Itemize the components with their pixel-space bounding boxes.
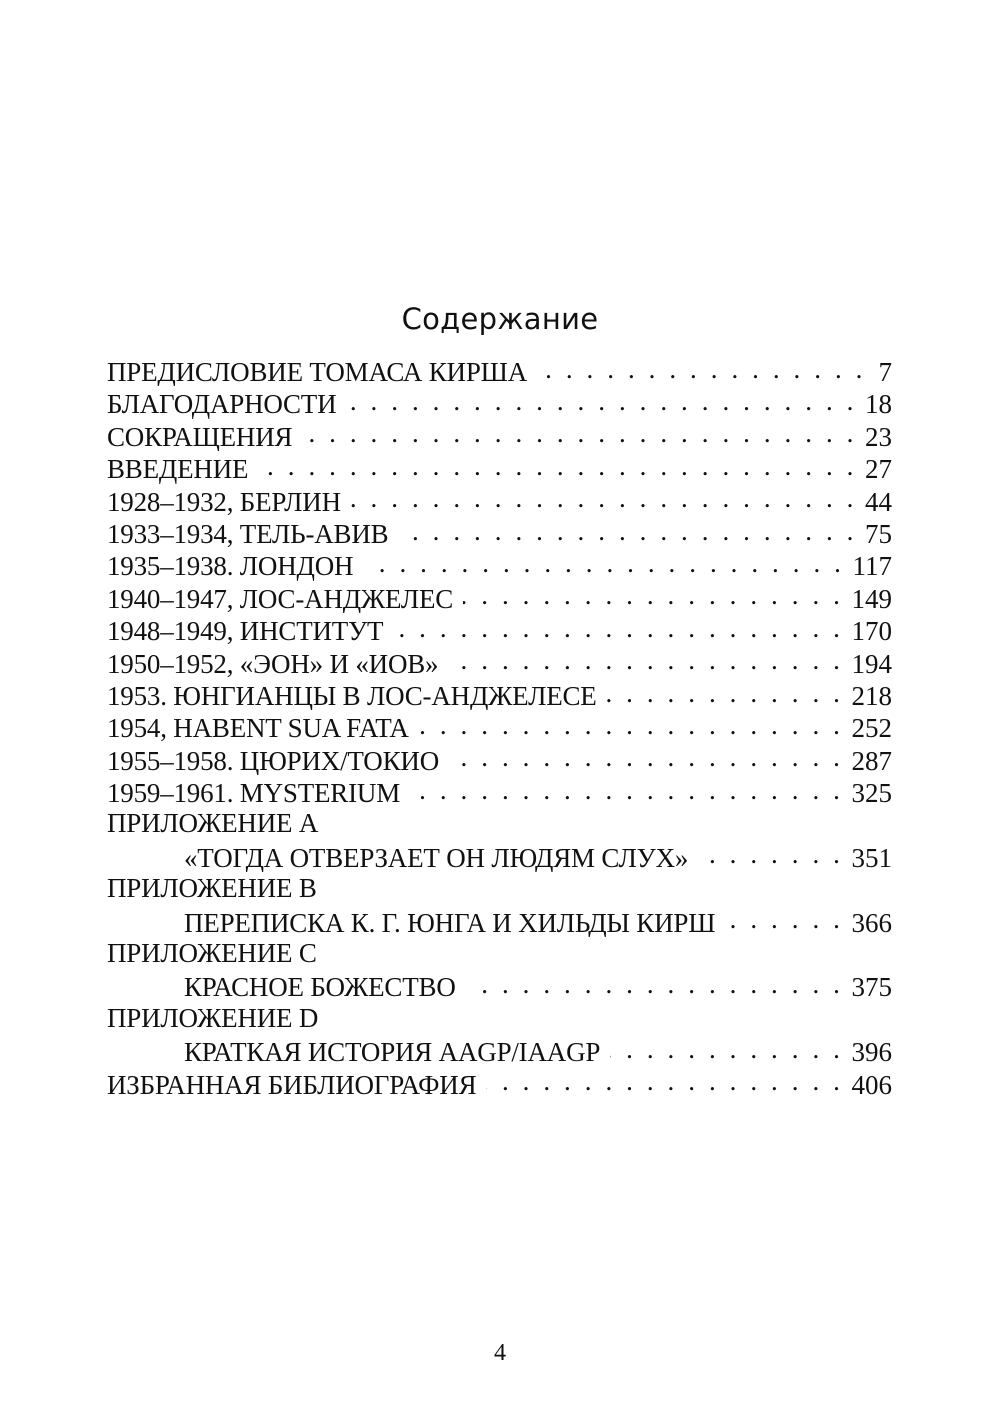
toc-entry-london[interactable]: [107, 548, 892, 580]
toc-entry-page: 406: [851, 1069, 892, 1099]
toc-entry-appendix-a[interactable]: [107, 840, 892, 872]
dot-leader: [302, 419, 857, 446]
toc-entry-abbreviations[interactable]: [107, 419, 892, 451]
toc-entry-label: ПРИЛОЖЕНИЕ D: [107, 1002, 319, 1033]
toc-entry-label: БЛАГОДАРНОСТИ: [107, 389, 337, 419]
toc-entry-page: 117: [852, 551, 892, 581]
toc-entry-label: ИЗБРАННАЯ БИБЛИОГРАФИЯ: [107, 1069, 477, 1099]
dot-leader: [410, 775, 843, 802]
toc-entry-page: 218: [851, 680, 892, 711]
dot-leader: [725, 905, 843, 932]
page-title: Содержание: [401, 302, 599, 337]
toc-entry-appendix-c-heading: [107, 937, 892, 969]
dot-leader: [610, 1034, 843, 1061]
toc-entry-label: ПРИЛОЖЕНИЕ B: [107, 873, 317, 904]
toc-entry-appendix-c[interactable]: [107, 969, 892, 1001]
toc-entry-label: 1954, HABENT SUA FATA: [107, 713, 409, 743]
dot-leader: [607, 678, 844, 705]
toc-entry-appendix-b-heading: [107, 872, 892, 904]
toc-entry-mysterium[interactable]: [107, 775, 892, 807]
toc-entry-page: 18: [865, 389, 892, 419]
toc-entry-page: 75: [865, 518, 892, 549]
toc-entry-label: «ТОГДА ОТВЕРЗАЕТ ОН ЛЮДЯМ СЛУХ»: [184, 842, 689, 873]
toc-entry-label: ПРИЛОЖЕНИЕ C: [107, 938, 317, 969]
toc-entry-tel-aviv[interactable]: [107, 516, 892, 548]
dot-leader: [698, 840, 843, 867]
dot-leader: [537, 354, 866, 381]
toc-entry-page: 375: [851, 972, 892, 1002]
toc-entry-berlin[interactable]: [107, 484, 892, 516]
dot-leader: [463, 581, 843, 608]
toc-entry-label: ПЕРЕПИСКА К. Г. ЮНГА И ХИЛЬДЫ КИРШ: [184, 907, 716, 938]
dot-leader: [363, 548, 844, 575]
toc-entry-label: 1933–1934, ТЕЛЬ-АВИВ: [107, 518, 389, 549]
toc-entry-habent-sua-fata[interactable]: [107, 710, 892, 742]
dot-leader: [486, 1067, 843, 1094]
dot-leader: [448, 646, 843, 673]
toc-entry-page: 366: [851, 907, 892, 938]
toc-entry-los-angeles[interactable]: [107, 581, 892, 613]
toc-entry-page: 252: [851, 713, 892, 743]
page-number: 4: [494, 1340, 506, 1366]
toc-entry-appendix-a-heading: [107, 807, 892, 839]
toc-entry-label: 1948–1949, ИНСТИТУТ: [107, 616, 384, 646]
toc-entry-label: ПРИЛОЖЕНИЕ A: [107, 808, 319, 839]
toc-entry-page: 396: [851, 1037, 892, 1067]
toc-entry-label: 1953. ЮНГИАНЦЫ В ЛОС-АНДЖЕЛЕСЕ: [107, 680, 597, 711]
toc-entry-page: 27: [865, 454, 892, 484]
toc-entry-appendix-b[interactable]: [107, 905, 892, 937]
toc-entry-label: ПРЕДИСЛОВИЕ ТОМАСА КИРША: [107, 357, 527, 387]
toc-entry-page: 170: [851, 616, 892, 646]
table-of-contents: [107, 354, 892, 1099]
toc-entry-aion-job[interactable]: [107, 646, 892, 678]
dot-leader: [393, 613, 843, 640]
dot-leader: [449, 743, 843, 770]
dot-leader: [419, 710, 844, 737]
toc-entry-page: 44: [865, 486, 892, 516]
dot-leader: [258, 451, 857, 478]
toc-entry-label: КРАСНОЕ БОЖЕСТВО: [184, 972, 456, 1002]
dot-leader: [466, 969, 844, 996]
toc-entry-zurich-tokyo[interactable]: [107, 743, 892, 775]
toc-entry-label: 1955–1958. ЦЮРИХ/ТОКИО: [107, 745, 440, 776]
toc-entry-jungians-la[interactable]: [107, 678, 892, 710]
dot-leader: [351, 484, 857, 511]
toc-entry-label: 1959–1961. MYSTERIUM: [107, 778, 401, 808]
toc-entry-foreword[interactable]: [107, 354, 892, 386]
toc-entry-bibliography[interactable]: [107, 1067, 892, 1099]
toc-entry-page: 287: [851, 745, 892, 776]
toc-entry-acknowledgements[interactable]: [107, 386, 892, 418]
toc-entry-page: 23: [865, 421, 892, 452]
toc-entry-page: 7: [878, 357, 892, 387]
dot-leader: [398, 516, 857, 543]
toc-entry-label: ВВЕДЕНИЕ: [107, 454, 249, 484]
toc-entry-label: 1935–1938. ЛОНДОН: [107, 551, 354, 581]
toc-entry-appendix-d-heading: [107, 1002, 892, 1034]
toc-entry-page: 351: [851, 842, 892, 873]
dot-leader: [346, 386, 857, 413]
toc-entry-introduction[interactable]: [107, 451, 892, 483]
toc-entry-page: 149: [851, 583, 892, 614]
toc-entry-label: КРАТКАЯ ИСТОРИЯ AAGP/IAAGP: [184, 1037, 601, 1067]
toc-entry-label: 1950–1952, «ЭОН» И «ИОВ»: [107, 648, 439, 678]
toc-entry-institute[interactable]: [107, 613, 892, 645]
toc-entry-appendix-d[interactable]: [107, 1034, 892, 1066]
toc-entry-label: 1940–1947, ЛОС-АНДЖЕЛЕС: [107, 583, 454, 614]
toc-entry-page: 194: [851, 648, 892, 678]
toc-entry-label: СОКРАЩЕНИЯ: [107, 421, 293, 452]
toc-entry-page: 325: [851, 778, 892, 808]
toc-entry-label: 1928–1932, БЕРЛИН: [107, 486, 341, 516]
